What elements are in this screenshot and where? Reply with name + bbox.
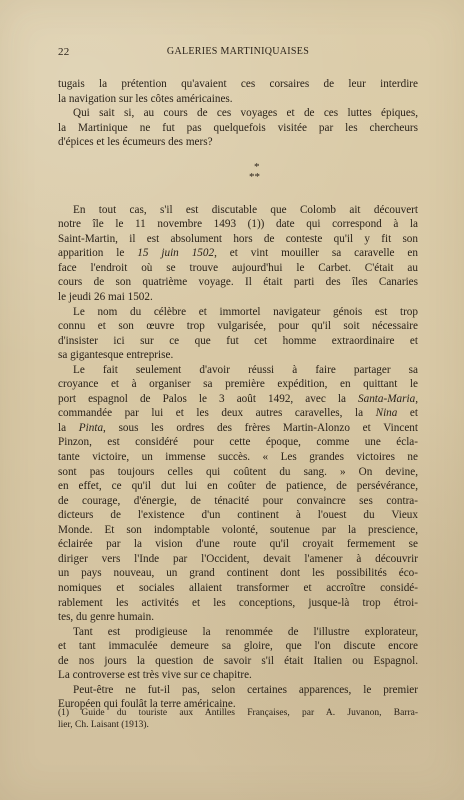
footnote-line: lier, Ch. Laisant (1913). [58, 719, 149, 730]
paragraph-5 [58, 363, 418, 625]
footnote-line: (1) Guide du touriste aux Antilles Françaises, par A. Juvanon, Barra- [58, 708, 418, 718]
text-line: Monde. Et son indomptable volonté, soutenue par la prescience, [58, 523, 418, 536]
text-line: un pays nouveau, un grand continent dont les possibilités éco- [58, 567, 418, 580]
footnote [58, 708, 418, 731]
separator-star-bottom: ** [249, 170, 260, 183]
text-line: d'insister ici sur ce que fut cet homme extraordinaire et [58, 334, 418, 347]
text-line: le jeudi 26 mai 1502. [58, 291, 153, 304]
text-line: En tout cas, s'il est discutable que Colomb ait découvert [73, 203, 418, 216]
text-line: sont pas toujours celles qui coûtent du sang. » On devine, [58, 465, 418, 478]
text-fragment: port espagnol de Palos le 3 août 1492, avec la [58, 392, 359, 405]
text-line: la Martinique ne fut pas quelquefois visitée par les chercheurs [58, 121, 418, 134]
text-line [58, 392, 418, 407]
text-line: sa gigantesque entreprise. [58, 349, 174, 362]
text-line: connu et son œuvre trop vulgarisée, pour qu'il soit nécessaire [58, 320, 418, 333]
text-line: éclairée par la vision d'une route qu'il croyait fermement se [58, 538, 418, 551]
text-line: et tant immaculée demeure sa gloire, que l'on discute encore [58, 640, 418, 653]
ship-name-italic: Santa-Maria, [358, 392, 418, 405]
text-line: Le nom du célèbre et immortel navigateur génois est trop [73, 305, 418, 318]
text-line: rablement les activités et les conceptions, jusque-là trop étroi- [58, 596, 418, 609]
text-line [58, 421, 418, 436]
text-fragment: apparition le [58, 247, 138, 260]
separator-star-top: * [254, 160, 260, 173]
text-line [58, 246, 418, 261]
page-number: 22 [58, 46, 70, 58]
text-line: de nos jours la question de savoir s'il était Italien ou Espagnol. [58, 654, 418, 667]
text-line: Le fait seulement d'avoir réussi à faire partager sa [73, 363, 418, 376]
paragraph-1 [58, 77, 418, 106]
text-line: de courage, d'énergie, de ténacité pour convaincre ses contra- [58, 494, 418, 507]
text-line: Qui sait si, au cours de ces voyages et de ces luttes épiques, [73, 107, 418, 120]
text-line: diriger vers l'Inde par l'Occident, devait l'amener à découvrir [58, 552, 418, 565]
text-line: Tant est prodigieuse la renommée de l'illustre explorateur, [73, 625, 418, 638]
paragraph-6 [58, 625, 418, 683]
text-line [58, 406, 418, 421]
text-line: Saint-Martin, il est absolument hors de conteste qu'il y fit son [58, 232, 418, 245]
text-line: d'épices et les écumeurs des mers? [58, 136, 213, 149]
ship-name-italic: Pinta [78, 421, 104, 434]
section-separator [58, 160, 418, 190]
paragraph-2 [58, 106, 418, 150]
text-line: la navigation sur les côtes américaines. [58, 92, 233, 105]
text-line: en effet, ce qu'il dut lui en coûter de patience, de persévérance, [58, 480, 418, 493]
paragraph-4 [58, 305, 418, 363]
page-header [58, 46, 418, 62]
text-fragment: et [397, 407, 418, 420]
text-fragment: commandée par lui et les deux autres caravelles, la [58, 407, 376, 420]
text-line: La controverse est très vive sur ce chapitre. [58, 669, 252, 682]
text-line: croyance et à organiser sa première expédition, en quittant le [58, 378, 418, 391]
text-line: face l'endroit où se trouve aujourd'hui le Carbet. C'était au [58, 261, 418, 274]
text-line: tugais la prétention qu'avaient ces corsaires de leur interdire [58, 78, 418, 90]
running-title: GALERIES MARTINIQUAISES [166, 46, 310, 57]
text-line: notre île le 11 novembre 1493 (1)) date qui correspond à la [58, 218, 418, 231]
text-fragment: la [58, 421, 79, 434]
text-fragment: , sous les ordres des frères Martin-Alonzo et Vincent [103, 421, 418, 434]
text-fragment: , et vint mouiller sa caravelle en [214, 247, 418, 260]
text-line: dicteurs de l'existence d'un continent à l'ouest du Vieux [58, 509, 418, 522]
text-line: cours de son quatrième voyage. Il était parti des îles Canaries [58, 276, 418, 289]
paragraph-3 [58, 203, 418, 305]
ship-name-italic: Nina [375, 407, 398, 420]
text-line: tante victoire, un immense succès. « Les grandes victoires ne [58, 451, 418, 464]
text-line: tes, du genre humain. [58, 611, 155, 624]
text-line: Pinzon, est considéré pour cette époque, comme une écla- [58, 436, 418, 449]
body-text [58, 77, 418, 712]
date-italic: 15 juin 1502 [137, 247, 215, 260]
text-line: Peut-être ne fut-il pas, selon certaines apparences, le premier [73, 683, 418, 696]
text-line: Européen qui foulât la terre américaine. [58, 698, 236, 711]
text-line: nomiques et sociales allaient transformer et accroître considé- [58, 581, 418, 594]
